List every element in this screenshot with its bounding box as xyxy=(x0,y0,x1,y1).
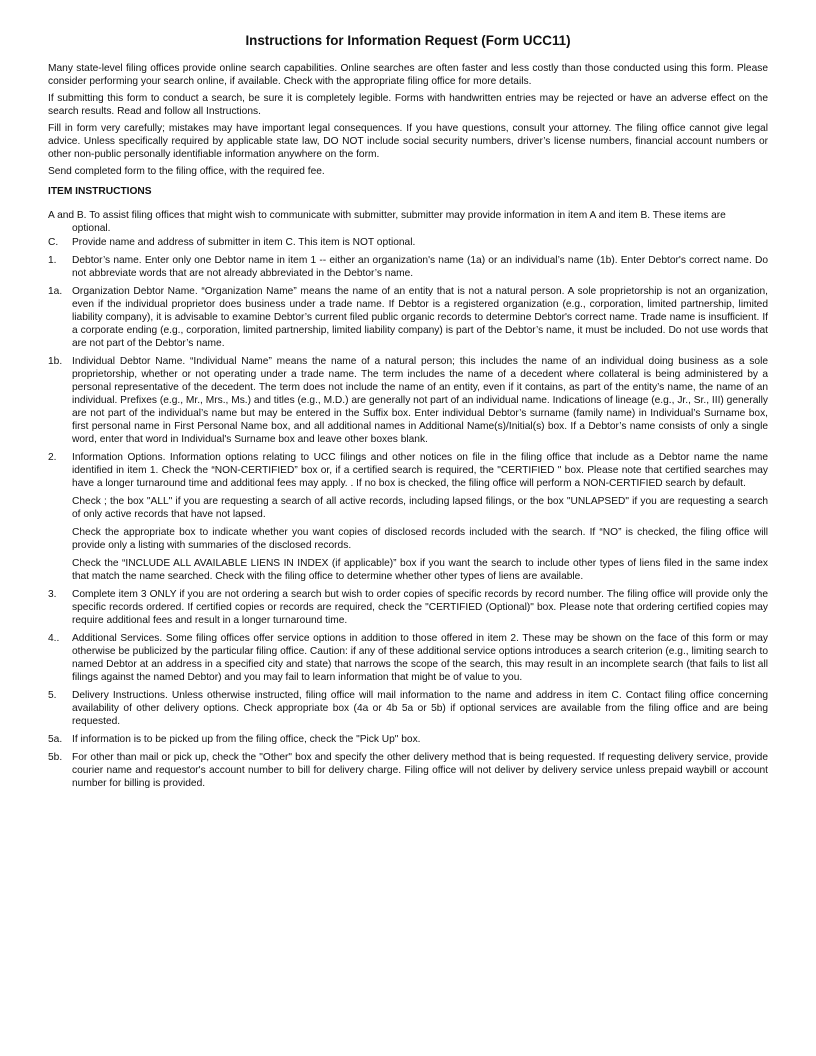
intro-paragraph: Send completed form to the filing office, with the required fee. xyxy=(48,166,325,177)
item-c xyxy=(48,236,768,249)
item-text: To assist filing offices that might wish to communicate with submitter, submitter may provide information in item A and item B. These items are xyxy=(89,210,726,221)
item-text-continued: optional. xyxy=(72,223,111,234)
item-text: Individual Debtor Name. “Individual Name” means the name of a natural person; this includes the name of an individual doing business as a sole proprietorship, whether or not operating under a trade name. The term includes the name of a decedent where collateral is being administered by a personal representative of the decedent. The term does not include the name of an entity, even if it contains, as part of the entity’s name, the name of an individual. Prefixes (e.g., Mr., Mrs., Ms.) and titles (e.g., M.D.) are generally not part of an individual name. Indications of lineage (e.g., Jr., Sr., III) generally are not part of the individual’s name but may be entered in the Suffix box. Enter individual Debtor’s surname (family name) in Individual’s Surname box, first personal name in First Personal Name box, and all additional names in Additional Name(s)/Initial(s) box. If a Debtor’s name consists of only a single word, enter that word in Individual's Surname box and leave other boxes blank. xyxy=(72,356,768,445)
intro-paragraph: If submitting this form to conduct a search, be sure it is completely legible. Forms with handwritten entries may be rejected or have an adverse effect on the search results. Read and follow all Instructions. xyxy=(48,93,768,117)
item-label: A and B. xyxy=(48,210,87,221)
item-instructions-heading: ITEM INSTRUCTIONS xyxy=(48,186,152,197)
intro-paragraph: Many state-level filing offices provide online search capabilities. Online searches are often faster and less costly than those conducted using this form. Please consider performing your search online, if available. Check with the appropriate filing office for more details. xyxy=(48,63,768,87)
item-1b xyxy=(48,355,768,446)
item-5 xyxy=(48,689,768,728)
item-number: 1a. xyxy=(48,286,63,297)
item-1 xyxy=(48,254,768,280)
item-number: 1b. xyxy=(48,356,63,367)
item-text: If information is to be picked up from the filing office, check the "Pick Up" box. xyxy=(72,734,421,745)
item-2-paragraph: Check the “INCLUDE ALL AVAILABLE LIENS IN INDEX (if applicable)” box if you want the search to include other types of liens filed in the same index that match the name searched. Check with the filing office to determine whether other types of liens are available. xyxy=(72,558,768,582)
item-text: Debtor’s name. Enter only one Debtor name in item 1 -- either an organization's name (1a) or an individual’s name (1b). Enter Debtor's correct name. Do not abbreviate words that are not already abbreviated in the Debtor’s name. xyxy=(72,255,768,279)
item-a-b xyxy=(48,209,768,235)
item-2 xyxy=(48,451,768,490)
instructions-page xyxy=(48,33,768,795)
item-number: 1. xyxy=(48,255,57,266)
item-number: 5a. xyxy=(48,734,63,745)
item-2-paragraph: Check ; the box "ALL" if you are requesting a search of all active records, including lapsed filings, or the box "UNLAPSED" if you are requesting a search of only active records that have not lapsed. xyxy=(72,496,768,520)
item-text: Provide name and address of submitter in item C. This item is NOT optional. xyxy=(72,237,416,248)
item-text: Organization Debtor Name. “Organization Name” means the name of an entity that is not a natural person. A sole proprietorship is not an organization, even if the individual proprietor does business under a trade name. If Debtor is a registered organization (e.g., corporation, limited partnership, limited liability company), it is advisable to examine Debtor’s current filed public organic records to determine Debtor's correct name. Trade name is insufficient. If a corporate ending (e.g., corporation, limited partnership, limited liability company) is part of the Debtor’s name, it must be included. Do not use words that are not part of the Debtor’s name. xyxy=(72,286,768,349)
item-text: Delivery Instructions. Unless otherwise instructed, filing office will mail information to the name and address in item C. Contact filing office concerning availability of other delivery options. Check appropriate box (4a or 4b 5a or 5b) if optional services are available from the filing office and are being requested. xyxy=(72,690,768,727)
item-number: 4.. xyxy=(48,633,60,644)
item-4 xyxy=(48,632,768,684)
item-text: Complete item 3 ONLY if you are not ordering a search but wish to order copies of specific records by record number. The filing office will provide only the specific records ordered. If certified copies or records are required, check the "CERTIFIED (Optional)" box. Please note that ordering certified copies may require additional fees and result in a longer turnaround time. xyxy=(72,589,768,626)
item-3 xyxy=(48,588,768,627)
item-number: 2. xyxy=(48,452,57,463)
item-2-paragraph: Check the appropriate box to indicate whether you want copies of disclosed records included with the search. If “NO” is checked, the filing office will provide only a listing with summaries of the disclosed records. xyxy=(72,527,768,551)
page-title: Instructions for Information Request (Form UCC11) xyxy=(245,33,571,48)
item-number: 5b. xyxy=(48,752,63,763)
item-text: Information Options. Information options relating to UCC filings and other notices on file in the filing office that include as a Debtor name the name identified in item 1. Check the “NON-CERTIFIED” box or, if a certified search is required, the "CERTIFIED " box. Please note that certified searches may have a longer turnaround time and additional fees may apply. . If no box is checked, the filing office will perform a NON-CERTIFIED search by default. xyxy=(72,452,768,489)
item-text: Additional Services. Some filing offices offer service options in addition to those offered in item 2. These may be shown on the face of this form or may otherwise be publicized by the particular filing office. Caution: if any of these additional service options introduces a search criterion (e.g., limiting search to named Debtor at an address in a specified city and state) that narrows the scope of the search, this may result in an incomplete search (that fails to list all filings against the named Debtor) and you may fail to learn information that might be of value to you. xyxy=(72,633,768,683)
item-5a xyxy=(48,733,768,746)
item-number: 5. xyxy=(48,690,57,701)
item-1a xyxy=(48,285,768,350)
intro-paragraph: Fill in form very carefully; mistakes may have important legal consequences. If you have questions, consult your attorney. The filing office cannot give legal advice. Unless specifically required by applicable state law, DO NOT include social security numbers, driver’s license numbers, financial account numbers or other non-public personally identifiable information anywhere on the form. xyxy=(48,123,768,160)
item-5b xyxy=(48,751,768,790)
item-number: 3. xyxy=(48,589,57,600)
item-number: C. xyxy=(48,237,59,248)
item-text: For other than mail or pick up, check the "Other" box and specify the other delivery method that is being requested. If requesting delivery service, provide courier name and requestor's account number to bill for delivery charge. Filing office will not deliver by delivery service unless prepaid waybill or account number for billing is provided. xyxy=(72,752,768,789)
